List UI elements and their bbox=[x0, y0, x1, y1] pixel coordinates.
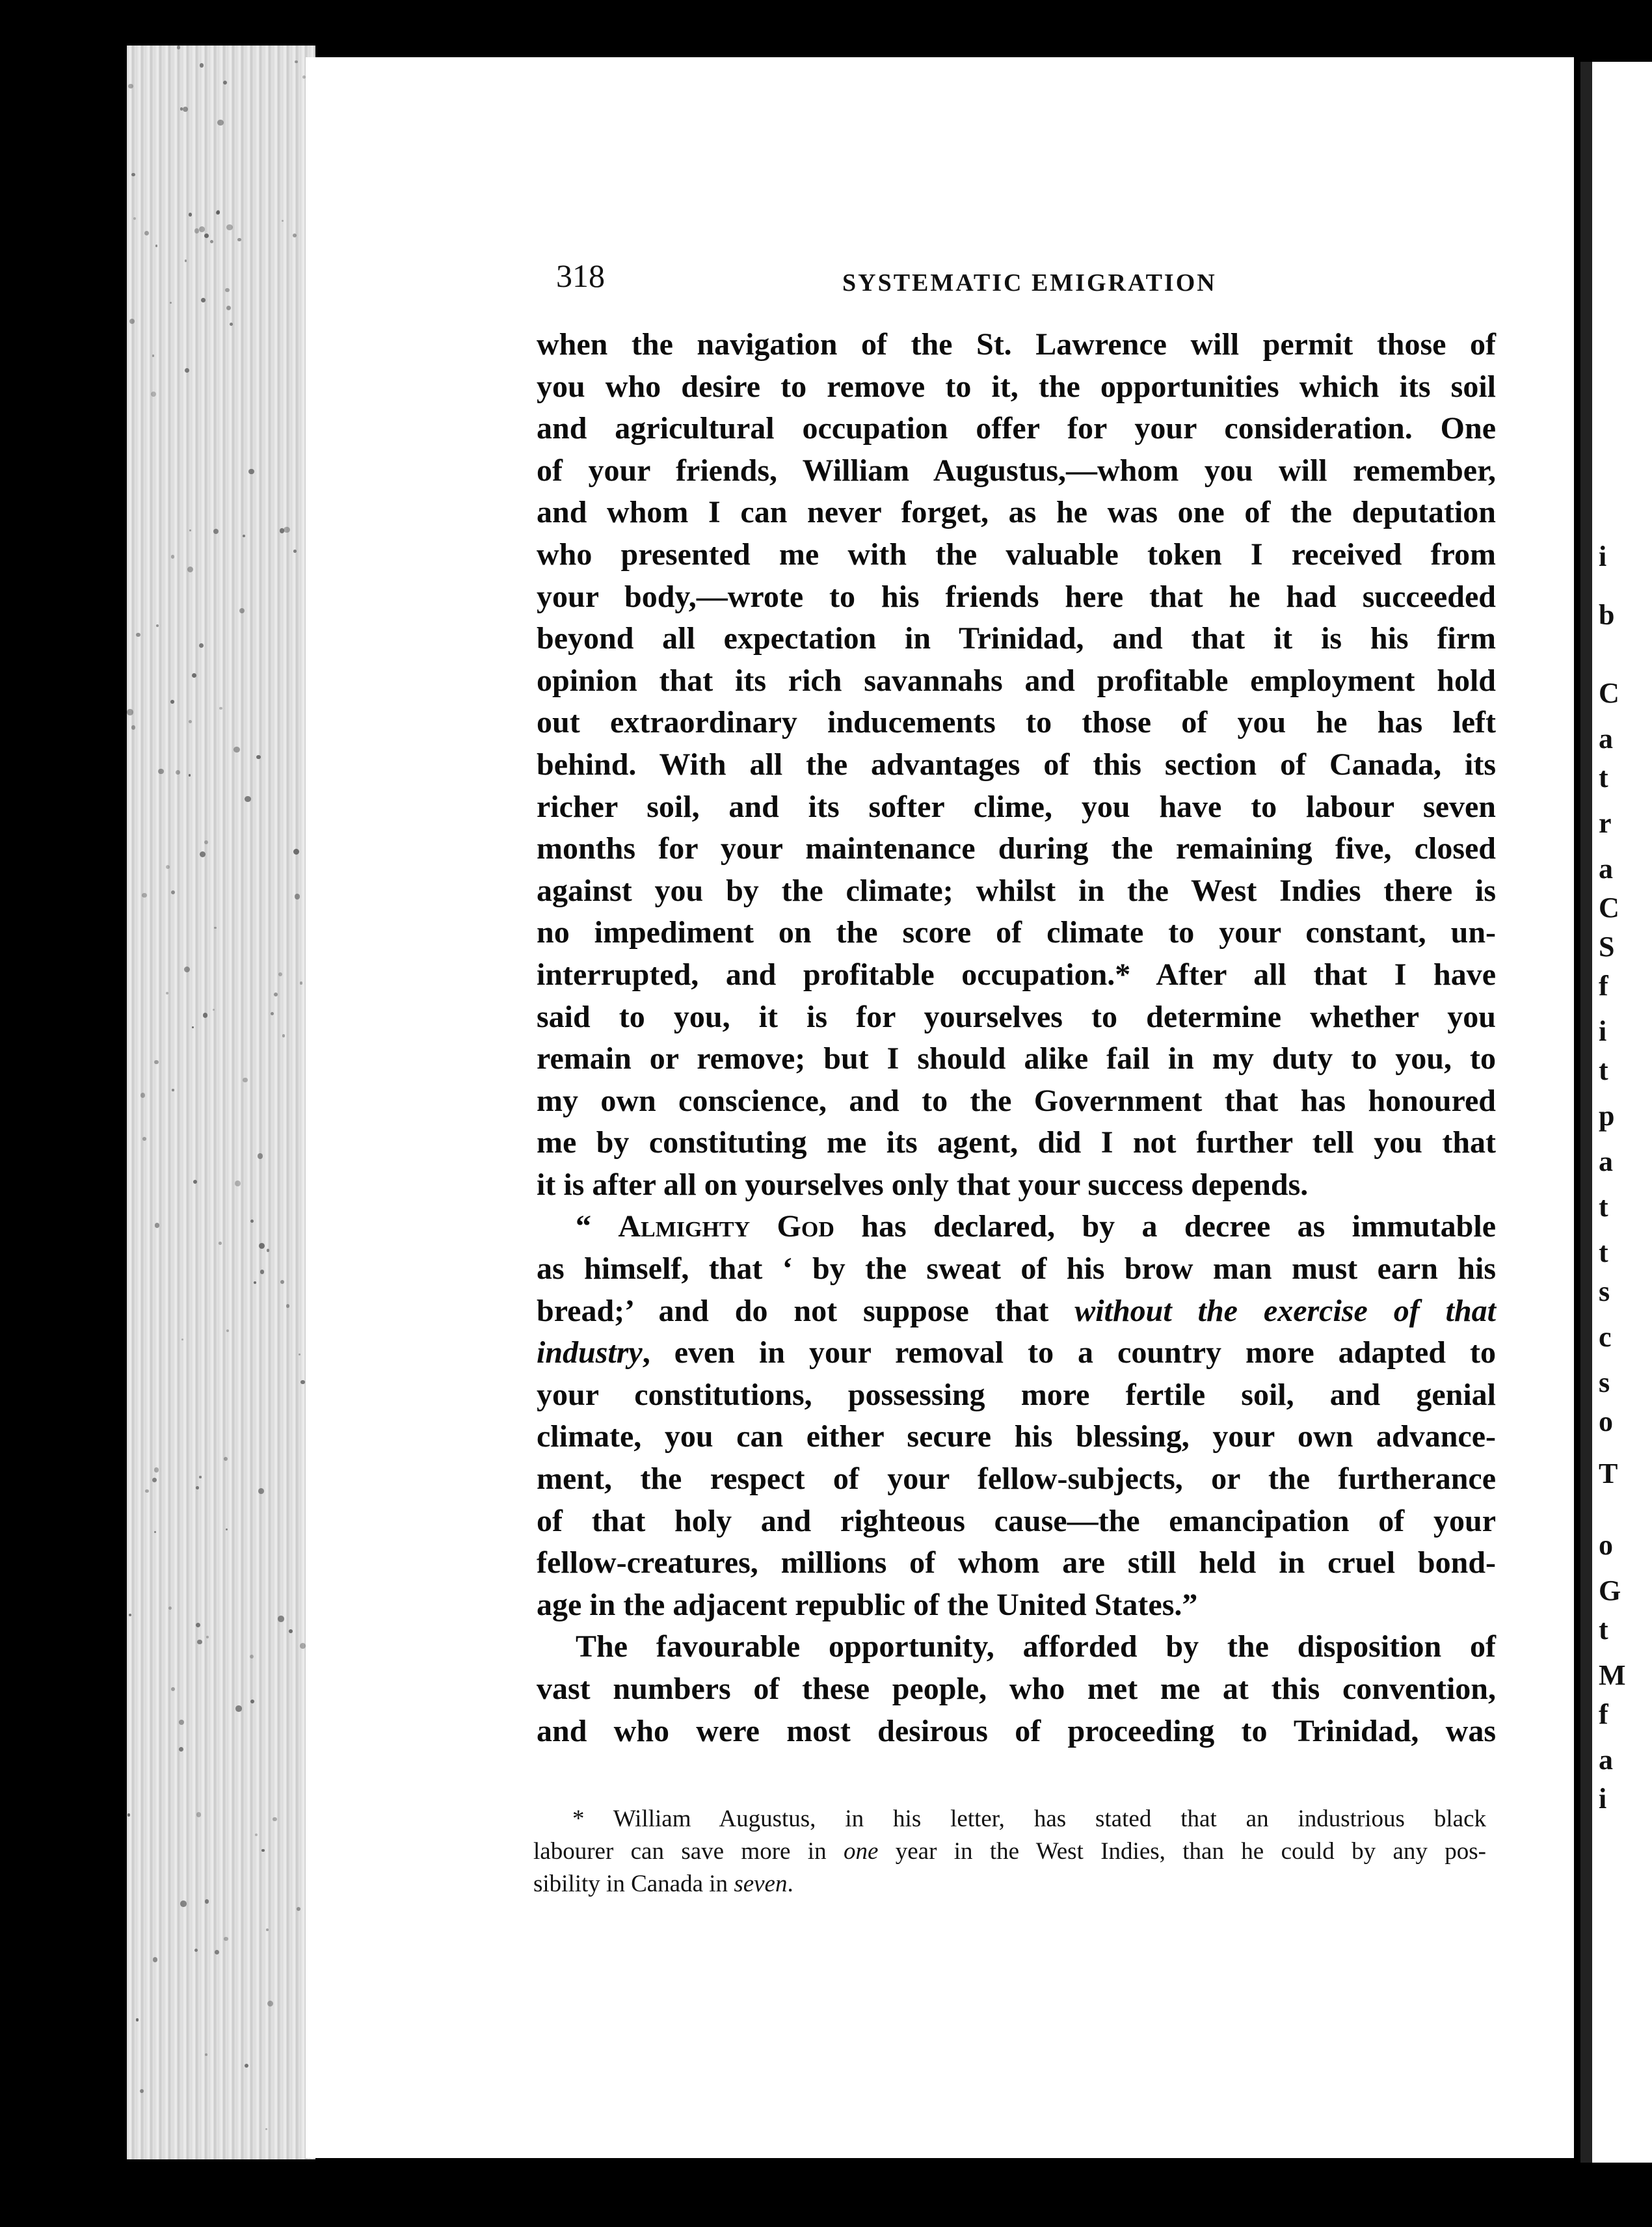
edge-speck bbox=[155, 1223, 160, 1228]
edge-speck bbox=[196, 1486, 199, 1489]
edge-speck bbox=[170, 700, 174, 704]
edge-speck bbox=[170, 302, 172, 304]
edge-speck bbox=[131, 725, 136, 730]
edge-speck bbox=[154, 1531, 156, 1533]
edge-speck bbox=[166, 865, 170, 869]
edge-speck bbox=[145, 1489, 148, 1493]
edge-speck bbox=[267, 1249, 269, 1251]
edge-speck bbox=[179, 1720, 184, 1725]
quote-line: of that holy and righteous cause—the emancipation of your bbox=[537, 1503, 1496, 1538]
adjacent-page-letter: r bbox=[1599, 807, 1612, 839]
edge-speck bbox=[239, 608, 245, 613]
text-line: opinion that its rich savannahs and profitable employment hold bbox=[537, 663, 1496, 698]
edge-speck bbox=[226, 1528, 228, 1530]
edge-speck bbox=[237, 238, 241, 241]
edge-speck bbox=[230, 323, 233, 326]
edge-speck bbox=[293, 849, 299, 855]
edge-speck bbox=[142, 1137, 146, 1141]
edge-speck bbox=[214, 927, 217, 929]
edge-speck bbox=[204, 840, 208, 844]
adjacent-page-letter: c bbox=[1599, 1321, 1612, 1353]
adjacent-page-letter: S bbox=[1599, 931, 1615, 963]
adjacent-page-letter: C bbox=[1599, 677, 1619, 709]
edge-speck bbox=[196, 1812, 201, 1817]
edge-speck bbox=[213, 1009, 215, 1011]
edge-speck bbox=[155, 245, 157, 247]
edge-speck bbox=[203, 1013, 207, 1017]
adjacent-page-letter: b bbox=[1599, 599, 1615, 631]
edge-speck bbox=[204, 233, 209, 238]
adjacent-page-letter: a bbox=[1599, 723, 1613, 754]
text-line: beyond all expectation in Trinidad, and that it is his firm bbox=[537, 621, 1496, 656]
edge-speck bbox=[245, 796, 250, 802]
edge-speck bbox=[168, 1607, 172, 1610]
edge-speck bbox=[184, 967, 191, 973]
adjacent-page-letter: p bbox=[1599, 1100, 1615, 1132]
edge-speck bbox=[300, 1643, 306, 1649]
edge-speck bbox=[213, 529, 219, 534]
adjacent-page-letter: s bbox=[1599, 1275, 1610, 1307]
edge-speck bbox=[197, 1640, 202, 1644]
edge-speck bbox=[261, 1849, 265, 1852]
edge-speck bbox=[297, 1907, 300, 1911]
edge-speck bbox=[243, 1078, 247, 1082]
adjacent-page-letter: i bbox=[1599, 1783, 1607, 1815]
adjacent-page-letter: G bbox=[1599, 1575, 1621, 1607]
adjacent-page-letter: a bbox=[1599, 1744, 1613, 1776]
edge-speck bbox=[286, 1304, 289, 1307]
edge-speck bbox=[293, 233, 297, 238]
text-line: The favourable opportunity, afforded by the disposition of bbox=[576, 1629, 1496, 1664]
running-head: SYSTEMATIC EMIGRATION bbox=[842, 269, 1217, 297]
text-line: when the navigation of the St. Lawrence will permit those of bbox=[537, 327, 1496, 362]
text-line: of your friends, William Augustus,—whom you will remember, bbox=[537, 453, 1496, 488]
italic-text: one bbox=[843, 1838, 879, 1865]
edge-speck bbox=[250, 1655, 254, 1659]
text-line: said to you, it is for yourselves to determine whether you bbox=[537, 999, 1496, 1034]
edge-speck bbox=[224, 1457, 228, 1461]
footnote-line: sibility in Canada in seven. bbox=[533, 1871, 793, 1897]
edge-speck bbox=[172, 1089, 174, 1091]
edge-speck bbox=[152, 1478, 157, 1482]
adjacent-page-letter: a bbox=[1599, 853, 1613, 885]
text-line: me by constituting me its agent, did I not further tell you that bbox=[537, 1125, 1496, 1160]
text-line: and whom I can never forget, as he was one of the deputation bbox=[537, 495, 1496, 530]
edge-speck bbox=[131, 173, 135, 176]
small-caps-text: Almighty God bbox=[618, 1209, 834, 1244]
body-text bbox=[537, 324, 1496, 1752]
adjacent-page-letter: s bbox=[1599, 1367, 1610, 1398]
quote-line: industry, even in your removal to a country more adapted to bbox=[537, 1335, 1496, 1370]
edge-speck bbox=[152, 354, 155, 357]
italic-text: industry bbox=[537, 1335, 643, 1370]
edge-speck bbox=[144, 231, 149, 235]
edge-speck bbox=[258, 1488, 264, 1494]
edge-speck bbox=[302, 75, 306, 79]
edge-speck bbox=[224, 1937, 228, 1941]
edge-speck bbox=[293, 550, 297, 553]
edge-speck bbox=[194, 228, 199, 233]
text-line: interrupted, and profitable occupation.* After all that I have bbox=[537, 957, 1496, 992]
quote-line: your constitutions, possessing more fertile soil, and genial bbox=[537, 1377, 1496, 1412]
edge-speck bbox=[271, 1012, 274, 1015]
book-page-edge bbox=[127, 46, 315, 2159]
edge-speck bbox=[295, 60, 298, 64]
edge-speck bbox=[154, 1060, 158, 1064]
edge-speck bbox=[295, 894, 300, 900]
edge-speck bbox=[189, 529, 191, 531]
edge-speck bbox=[219, 707, 222, 710]
edge-speck bbox=[248, 469, 254, 474]
edge-speck bbox=[265, 2128, 267, 2130]
edge-speck bbox=[210, 240, 213, 243]
footnote-line: labourer can save more in one year in the West Indies, than he could by any pos- bbox=[533, 1838, 1486, 1865]
italic-text: seven bbox=[734, 1871, 788, 1897]
edge-speck bbox=[129, 319, 135, 324]
edge-speck bbox=[201, 298, 206, 302]
edge-speck bbox=[171, 555, 175, 559]
edge-speck bbox=[192, 1026, 194, 1028]
adjacent-page-letter: t bbox=[1599, 1054, 1608, 1086]
edge-speck bbox=[181, 1339, 183, 1340]
quote-line: ment, the respect of your fellow-subjects, or the furtherance bbox=[537, 1461, 1496, 1497]
quote-line: age in the adjacent republic of the United States.” bbox=[537, 1587, 1198, 1622]
text-line: and who were most desirous of proceeding to Trinidad, was bbox=[537, 1713, 1496, 1748]
edge-speck bbox=[177, 46, 181, 49]
edge-speck bbox=[217, 210, 220, 213]
edge-speck bbox=[278, 1616, 284, 1621]
edge-speck bbox=[282, 220, 284, 222]
edge-speck bbox=[300, 1380, 305, 1385]
text-line: vast numbers of these people, who met me at this convention, bbox=[537, 1672, 1496, 1706]
text-line: no impediment on the score of climate to your constant, un- bbox=[537, 915, 1496, 950]
edge-speck bbox=[140, 1093, 146, 1098]
edge-speck bbox=[226, 306, 231, 310]
edge-speck bbox=[200, 63, 204, 67]
page-number: 318 bbox=[556, 258, 605, 294]
text-line: remain or remove; but I should alike fail in my duty to you, to bbox=[537, 1041, 1496, 1076]
edge-speck bbox=[189, 213, 192, 216]
edge-speck bbox=[187, 567, 193, 572]
edge-speck bbox=[299, 1354, 300, 1355]
edge-speck bbox=[128, 84, 133, 89]
edge-speck bbox=[200, 851, 206, 857]
edge-speck bbox=[233, 747, 240, 753]
edge-speck bbox=[194, 1949, 198, 1952]
text-line: out extraordinary inducements to those of you he has left bbox=[537, 705, 1496, 740]
adjacent-page-letter: t bbox=[1599, 1614, 1608, 1646]
quote-line: “ Almighty God has declared, by a decree as immutable bbox=[576, 1209, 1496, 1244]
edge-speck bbox=[133, 217, 136, 220]
footnote-line: * William Augustus, in his letter, has stated that an industrious black bbox=[572, 1806, 1486, 1832]
adjacent-page-letter: f bbox=[1599, 1698, 1608, 1730]
edge-speck bbox=[258, 1153, 263, 1159]
quote-line: climate, you can either secure his blessing, your own advance- bbox=[537, 1419, 1496, 1454]
edge-speck bbox=[185, 368, 189, 373]
adjacent-page-letter: C bbox=[1599, 892, 1619, 924]
edge-speck bbox=[225, 288, 229, 292]
edge-speck bbox=[192, 673, 196, 678]
quote-line: as himself, that ‘ by the sweat of his brow man must earn his bbox=[537, 1251, 1496, 1287]
edge-speck bbox=[129, 1614, 131, 1616]
text-line: your body,—wrote to his friends here that he had succeeded bbox=[537, 579, 1496, 614]
edge-speck bbox=[206, 1636, 209, 1638]
adjacent-page-letter: t bbox=[1599, 762, 1608, 793]
edge-speck bbox=[250, 1220, 254, 1223]
footnote bbox=[533, 1803, 1486, 1900]
adjacent-page-letter: a bbox=[1599, 1145, 1613, 1177]
edge-speck bbox=[243, 535, 245, 537]
edge-speck bbox=[217, 120, 224, 126]
adjacent-page-letter: i bbox=[1599, 540, 1607, 572]
edge-speck bbox=[254, 1281, 256, 1284]
edge-speck bbox=[140, 2089, 144, 2093]
page-header bbox=[556, 257, 1493, 302]
edge-speck bbox=[278, 972, 282, 976]
edge-speck bbox=[205, 1899, 209, 1904]
adjacent-page-letter: t bbox=[1599, 1191, 1608, 1223]
adjacent-page-letter: f bbox=[1599, 970, 1608, 1002]
edge-speck bbox=[250, 1700, 254, 1703]
edge-speck bbox=[282, 1034, 286, 1037]
edge-speck bbox=[219, 1242, 222, 1245]
edge-speck bbox=[274, 993, 278, 996]
edge-speck bbox=[259, 1243, 265, 1249]
edge-speck bbox=[215, 1950, 220, 1955]
edge-speck bbox=[154, 1467, 159, 1473]
edge-speck bbox=[266, 1928, 269, 1931]
edge-speck bbox=[273, 1817, 277, 1822]
adjacent-page-letter: i bbox=[1599, 1015, 1607, 1047]
edge-speck bbox=[127, 709, 133, 715]
text-line: richer soil, and its softer clime, you have to labour seven bbox=[537, 789, 1496, 824]
edge-speck bbox=[267, 2001, 274, 2007]
edge-speck bbox=[166, 992, 168, 994]
edge-speck bbox=[171, 890, 175, 894]
edge-speck bbox=[171, 1687, 175, 1691]
edge-speck bbox=[185, 260, 187, 262]
edge-speck bbox=[300, 981, 302, 984]
edge-speck bbox=[289, 1629, 293, 1633]
edge-speck bbox=[199, 643, 204, 648]
edge-speck bbox=[255, 1834, 258, 1836]
edge-speck bbox=[235, 1705, 241, 1711]
quote-line: fellow-creatures, millions of whom are still held in cruel bond- bbox=[537, 1545, 1496, 1580]
edge-speck bbox=[179, 1747, 183, 1752]
edge-speck bbox=[156, 624, 159, 627]
text-line: against you by the climate; whilst in the West Indies there is bbox=[537, 873, 1496, 908]
text-line: it is after all on yourselves only that your success depends. bbox=[537, 1167, 1309, 1202]
adjacent-page-letter: t bbox=[1599, 1236, 1608, 1268]
italic-text: without the exercise of that bbox=[1074, 1293, 1497, 1328]
text-line: who presented me with the valuable token I received from bbox=[537, 537, 1496, 572]
edge-speck bbox=[235, 1180, 241, 1186]
edge-speck bbox=[199, 226, 205, 232]
edge-speck bbox=[176, 770, 180, 775]
edge-speck bbox=[127, 1813, 130, 1816]
text-line: behind. With all the advantages of this section of Canada, its bbox=[537, 747, 1496, 782]
edge-speck bbox=[196, 1623, 201, 1628]
edge-speck bbox=[142, 893, 146, 898]
edge-speck bbox=[183, 107, 188, 112]
quote-line: bread;’ and do not suppose that without the exercise of that bbox=[537, 1293, 1497, 1328]
edge-speck bbox=[199, 1476, 201, 1478]
edge-speck bbox=[280, 1280, 284, 1284]
edge-speck bbox=[205, 2053, 207, 2056]
edge-speck bbox=[226, 1329, 230, 1333]
edge-speck bbox=[245, 2064, 248, 2068]
text-line: my own conscience, and to the Government that has honoured bbox=[537, 1083, 1496, 1118]
edge-speck bbox=[193, 1180, 197, 1184]
edge-speck bbox=[223, 81, 227, 85]
adjacent-page-letter: o bbox=[1599, 1406, 1613, 1437]
edge-speck bbox=[189, 774, 191, 776]
edge-speck bbox=[189, 720, 192, 723]
text-line: months for your maintenance during the remaining five, closed bbox=[537, 831, 1496, 866]
text-line: and agricultural occupation offer for your consideration. One bbox=[537, 411, 1496, 446]
edge-speck bbox=[151, 392, 157, 397]
edge-speck bbox=[136, 2018, 139, 2021]
edge-speck bbox=[180, 1900, 187, 1907]
adjacent-page-fragment bbox=[1580, 62, 1652, 2163]
edge-speck bbox=[284, 527, 290, 533]
edge-speck bbox=[158, 769, 164, 775]
adjacent-page-letter: T bbox=[1599, 1458, 1618, 1489]
adjacent-page-letter: M bbox=[1599, 1659, 1626, 1691]
edge-speck bbox=[256, 755, 260, 759]
edge-speck bbox=[136, 633, 140, 637]
edge-speck bbox=[260, 1270, 265, 1274]
adjacent-page-letter: o bbox=[1599, 1529, 1613, 1561]
edge-speck bbox=[153, 1957, 157, 1962]
edge-speck bbox=[226, 224, 232, 230]
text-line: you who desire to remove to it, the opportunities which its soil bbox=[537, 369, 1496, 404]
